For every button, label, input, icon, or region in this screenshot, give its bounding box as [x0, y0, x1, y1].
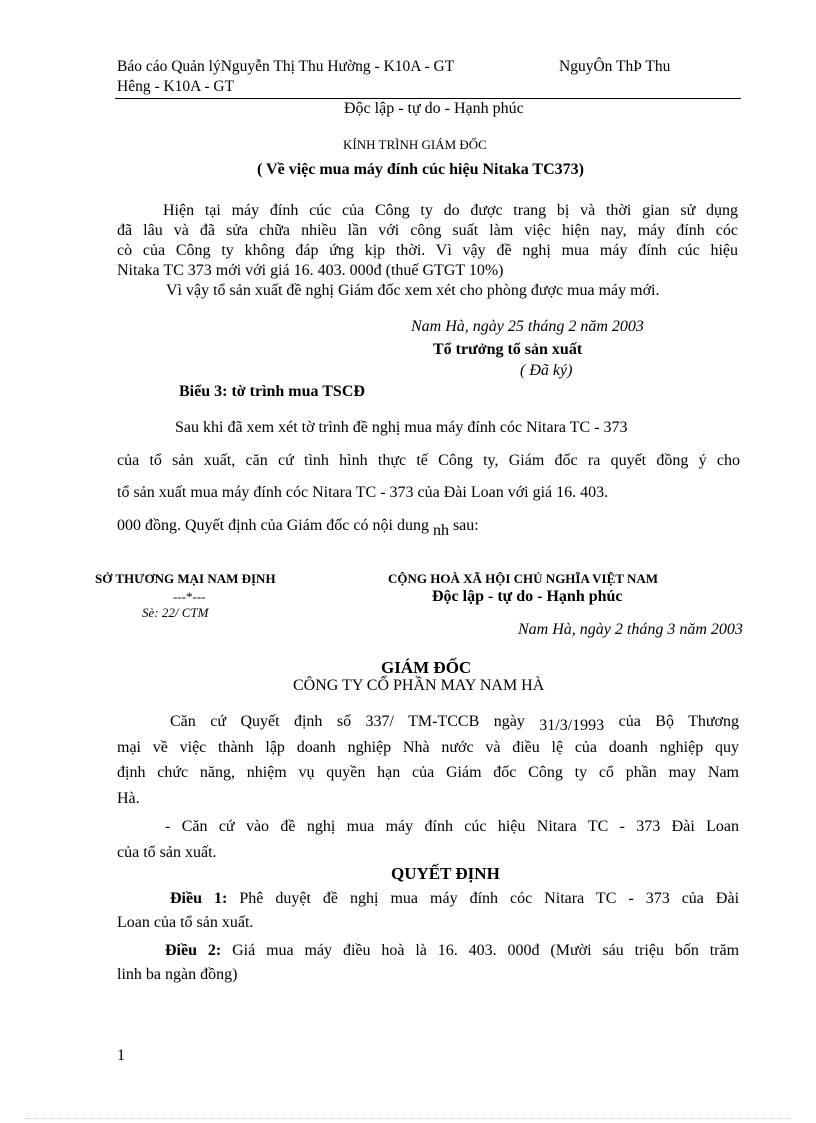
decision-motto: Độc lập - tự do - Hạnh phúc	[432, 588, 623, 605]
basis1-b: của Bộ Thương	[618, 713, 740, 730]
decision-company: CÔNG TY CỔ PHẦN MAY NAM HÀ	[293, 677, 545, 694]
memo-body-line: Vì vậy tổ sản xuất đề nghị Giám đốc xem xét cho phòng được mua máy mới.	[166, 282, 660, 299]
memo-addressee: KÍNH TRÌNH GIÁM ĐỐC	[343, 137, 487, 152]
header-left: Báo cáo Quản lýNguyễn Thị Thu Hường - K10A - GT	[117, 58, 455, 75]
articles	[117, 887, 739, 987]
memo-signed: ( Đã ký)	[520, 362, 573, 379]
memo-body-line: Hiện tại máy đính cúc của Công ty do được trang bị và thời gian sử dụng	[163, 202, 738, 219]
article-2-text: Giá mua máy điều hoà là 16. 403. 000đ (Mười sáu triệu bốn trăm	[232, 942, 740, 959]
article-2-cont: linh ba ngàn đồng)	[117, 966, 238, 983]
section-text-sau: sau:	[452, 516, 479, 534]
decision-number: Sè: 22/ CTM	[142, 605, 209, 620]
section-line-4	[117, 510, 740, 543]
decision-place-date: Nam Hà, ngày 2 tháng 3 năm 2003	[518, 621, 743, 638]
article-1-label: Điều 1:	[170, 890, 228, 907]
basis1-line: Hà.	[117, 789, 140, 807]
memo-place-date: Nam Hà, ngày 25 tháng 2 năm 2003	[411, 318, 644, 335]
memo-body-line: cò của Công ty không đáp ứng kịp thời. Vì vậy đề nghị mua máy đính cúc hiệu	[117, 242, 738, 259]
header-line-1	[117, 58, 454, 76]
decision-body	[117, 709, 739, 865]
section-line: của tổ sản xuất, căn cứ tình hình thực tế Công ty, Giám đốc ra quyết đồng ý cho	[117, 451, 740, 469]
dept-mark: ---*---	[173, 589, 206, 604]
memo-body-line: Nitaka TC 373 mới với giá 16. 403. 000đ (thuế GTGT 10%)	[117, 262, 504, 279]
decision-heading: QUYẾT ĐỊNH	[391, 864, 500, 883]
basis1-date: 31/3/1993	[539, 717, 605, 734]
header-line-2: Hêng - K10A - GT	[117, 78, 235, 95]
basis1-a: Căn cứ Quyết định số 337/ TM-TCCB ngày	[170, 713, 525, 730]
decision-title: GIÁM ĐỐC	[381, 658, 472, 677]
memo-subject: ( Về việc mua máy đính cúc hiệu Nitaka TC373)	[257, 161, 584, 178]
basis1-first-line	[117, 709, 739, 735]
dept-name: SỞ THƯƠNG MẠI NAM ĐỊNH	[95, 571, 276, 586]
basis2-line: - Căn cứ vào đề nghị mua máy đính cúc hiệu Nitara TC - 373 Đài Loan	[165, 818, 739, 835]
page-bottom-border	[24, 1118, 792, 1119]
section-line: tổ sản xuất mua máy đính cóc Nitara TC - 373 của Đài Loan với giá 16. 403.	[117, 484, 609, 501]
memo-body	[117, 201, 738, 301]
memo-motto: Độc lập - tự do - Hạnh phúc	[344, 100, 524, 117]
article-2-label: Điều 2:	[165, 942, 222, 959]
basis1-line: định chức năng, nhiệm vụ quyền hạn của Giám đốc Công ty cổ phần may Nam	[117, 764, 739, 781]
section-title: Biểu 3: tờ trình mua TSCĐ	[179, 383, 365, 400]
section-text-nh: nh	[432, 521, 449, 539]
nation-name: CỘNG HOÀ XÃ HỘI CHỦ NGHĨA VIỆT NAM	[388, 571, 659, 586]
article-1-cont: Loan của tổ sản xuất.	[117, 914, 254, 931]
section-text: 000 đồng. Quyết định của Giám đốc có nội dung	[117, 516, 429, 534]
page-number: 1	[117, 1047, 125, 1064]
memo-body-line: đã lâu và đã sửa chữa nhiều lần với công suất làm việc hiện nay, máy đính cóc	[117, 222, 738, 239]
article-2	[117, 939, 739, 963]
article-1-text: Phê duyệt đề nghị mua máy đính cóc Nitara TC - 373 của Đài	[239, 890, 740, 907]
article-1	[117, 887, 739, 911]
section-line: Sau khi đã xem xét tờ trình đề nghị mua máy đính cóc Nitara TC - 373	[175, 419, 628, 436]
header-rule	[115, 98, 741, 99]
basis1-line: mại về việc thành lập doanh nghiệp Nhà nước và điều lệ của doanh nghiệp quy	[117, 738, 739, 756]
basis2-line: của tổ sản xuất.	[117, 843, 217, 861]
memo-signer: Tổ trưởng tổ sản xuất	[433, 341, 583, 358]
header-right: NguyÔn ThÞ Thu	[559, 58, 671, 75]
section-body	[117, 412, 740, 542]
